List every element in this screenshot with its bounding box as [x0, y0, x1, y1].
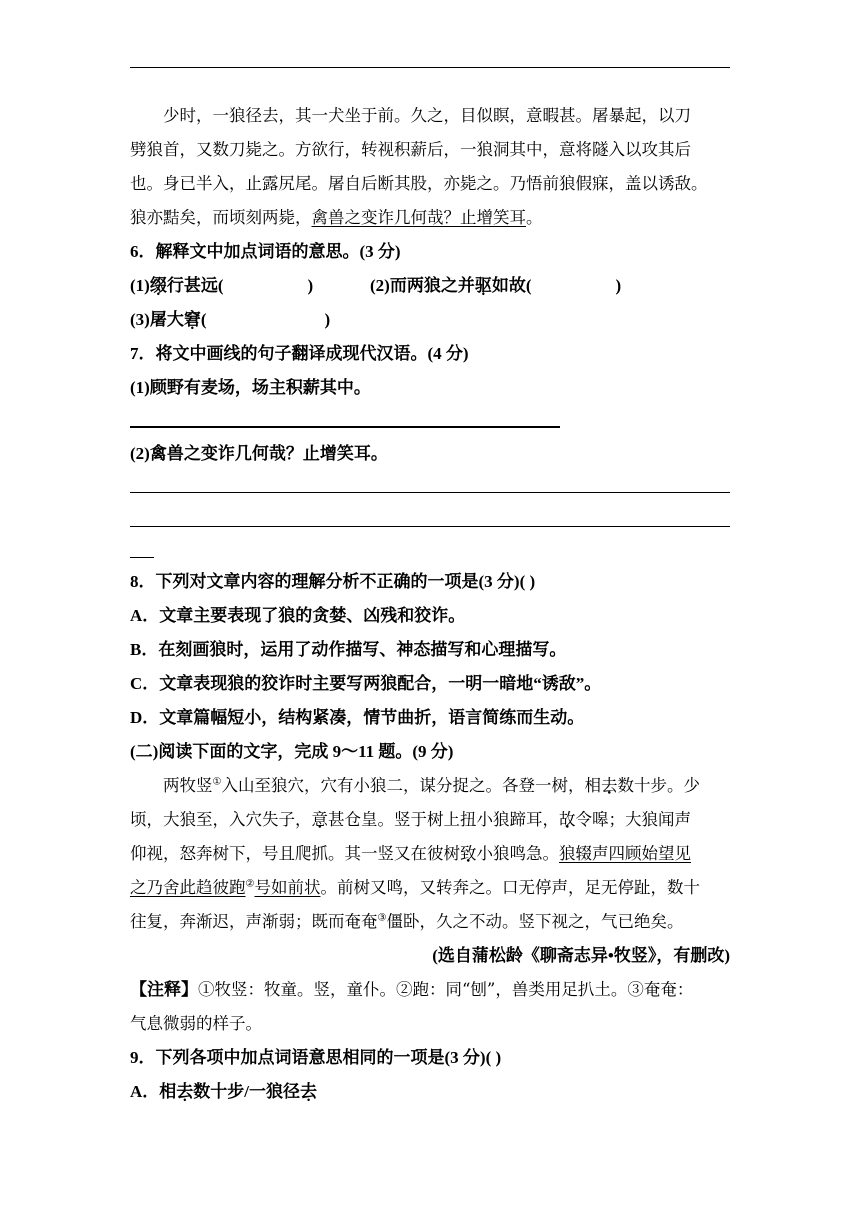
q9-dotted-word-1: 去: [176, 1082, 194, 1101]
passage2-line1-a: 两牧竖: [163, 776, 213, 795]
question-6-title: 6．解释文中加点词语的意思。(3 分): [130, 242, 401, 261]
question-7-item2: (2)禽兽之变诈几何哉？止增笑耳。: [130, 444, 388, 463]
passage2-line3-a: 仰视，怒奔树下，号且爬抓。其一竖又在彼树: [130, 844, 460, 863]
q6-item3-label: (3)屠大: [130, 310, 184, 329]
passage1-line1: 少时，一狼径去，其一犬坐于前。久之，目似瞑，意暇甚。屠暴起，以刀: [163, 106, 691, 125]
passage2-line4-rest: 。前树又鸣，又转奔之。口无停声，足无停趾，数十: [320, 878, 700, 897]
passage2-underlined-a: 狼辍声四顾始望见: [559, 844, 691, 863]
passage2-line1-b: 入山至狼穴，穴有小狼二，谋分捉之。各登一树，相: [221, 776, 601, 795]
question-7-item1: (1)顾野有麦场，场主积薪其中。: [130, 378, 371, 397]
question-7-title: 7．将文中画线的句子翻译成现代汉语。(4 分): [130, 344, 469, 363]
passage1-line2: 劈狼首，又数刀毙之。方欲行，转视积薪后，一狼洞其中，意将隧入以攻其后: [130, 140, 691, 159]
section-2-heading: (二)阅读下面的文字，完成 9～11 题。(9 分): [130, 742, 454, 761]
passage2-source: (选自蒲松龄《聊斋志异•牧竖》，有删改): [432, 946, 730, 965]
passage2-line4: [130, 878, 730, 898]
q7-item2-answer-line-2[interactable]: [130, 526, 730, 527]
passage2-line2: [130, 810, 730, 830]
passage2-line1-c: 数十步。少: [617, 776, 700, 795]
passage2-underlined-c: 号如前状: [254, 878, 321, 897]
q6-item3-close: ): [324, 310, 331, 329]
q7-item2-answer-line-3[interactable]: [130, 557, 154, 558]
question-8-option-b: B．在刻画狼时，运用了动作描写、神态描写和心理描写。: [130, 640, 567, 659]
q6-item3-rest: (: [200, 310, 207, 329]
passage2-line3: [130, 844, 730, 864]
dotted-word-qu: 去: [600, 776, 618, 795]
q6-item2-label: (2)而两狼之并: [370, 276, 475, 295]
passage2-line5: [130, 912, 730, 932]
q6-item2-rest: 如故(: [491, 276, 532, 295]
note-ref-1: ①: [212, 776, 222, 788]
notes-line2: 气息微弱的样子。: [130, 1014, 262, 1033]
dotted-word-yi: 意: [311, 810, 328, 829]
notes-text-1: ①牧竖：牧童。竖，童仆。②跑：同“刨”，兽类用足扒土。③奄奄：: [198, 980, 694, 999]
passage2-line2-a: 顷，大狼至，入穴失子，: [130, 810, 312, 829]
question-6-item2: [370, 276, 670, 296]
dotted-word-gu: 故: [559, 810, 576, 829]
notes-label: 【注释】: [130, 980, 198, 999]
passage2-line5-b: 僵卧，久之不动。竖下视之，气已绝矣。: [386, 912, 684, 931]
q6-item2-close: ): [615, 276, 622, 295]
passage2-line2-c: 令嗥；大狼闻声: [575, 810, 691, 829]
notes-line1: [130, 980, 730, 1000]
question-8-option-d: D．文章篇幅短小，结构紧凑，情节曲折，语言简练而生动。: [130, 708, 585, 727]
passage2-line3-b: 小狼鸣急。: [476, 844, 559, 863]
q6-item1-dotted-word: 缀: [149, 276, 167, 295]
question-8-option-c: C．文章表现狼的狡诈时主要写两狼配合，一明一暗地“诱敌”。: [130, 674, 602, 693]
passage1-line4-text: 狼亦黠矣，而顷刻两毙，: [130, 208, 312, 227]
dotted-word-zhi: 致: [460, 844, 477, 863]
passage1-line3: 也。身已半入，止露尻尾。屠自后断其股，亦毙之。乃悟前狼假寐，盖以诱敌。: [130, 174, 708, 193]
passage2-underlined-b: 之乃舍此趋彼跑: [130, 878, 246, 897]
passage2-line1: [163, 776, 730, 796]
q9-option-a-mid: 数十步/一狼径: [193, 1082, 301, 1101]
q9-option-a-label: A．相: [130, 1082, 177, 1101]
note-ref-3: ③: [377, 912, 387, 924]
header-rule: [130, 67, 730, 68]
q7-item2-answer-line-1[interactable]: [130, 492, 730, 493]
question-6-item3: [130, 310, 730, 330]
q6-item1-label: (1): [130, 276, 150, 295]
note-ref-2: ②: [245, 878, 255, 890]
question-9-option-a: [130, 1082, 730, 1102]
passage1-line4-end: 。: [526, 208, 543, 227]
q6-item1-close: ): [307, 276, 314, 295]
q9-dotted-word-2: 去: [300, 1082, 318, 1101]
q7-item1-answer-line[interactable]: [130, 426, 560, 428]
underlined-sentence: 禽兽之变诈几何哉？止增笑耳: [311, 208, 526, 227]
question-8-option-a: A．文章主要表现了狼的贪婪、凶残和狡诈。: [130, 606, 466, 625]
passage2-line5-a: 往复，奔渐迟，声渐弱；既而奄奄: [130, 912, 378, 931]
q6-item1-rest: 行甚远(: [166, 276, 224, 295]
passage2-line2-b: 甚仓皇。竖于树上扭小狼蹄耳，: [328, 810, 559, 829]
question-8-title: 8．下列对文章内容的理解分析不正确的一项是(3 分)( ): [130, 572, 536, 591]
q6-item3-dotted-word: 窘: [183, 310, 201, 329]
question-9-title: 9．下列各项中加点词语意思相同的一项是(3 分)( ): [130, 1048, 502, 1067]
q6-item2-dotted-word: 驱: [474, 276, 492, 295]
passage1-line4: [130, 208, 730, 228]
